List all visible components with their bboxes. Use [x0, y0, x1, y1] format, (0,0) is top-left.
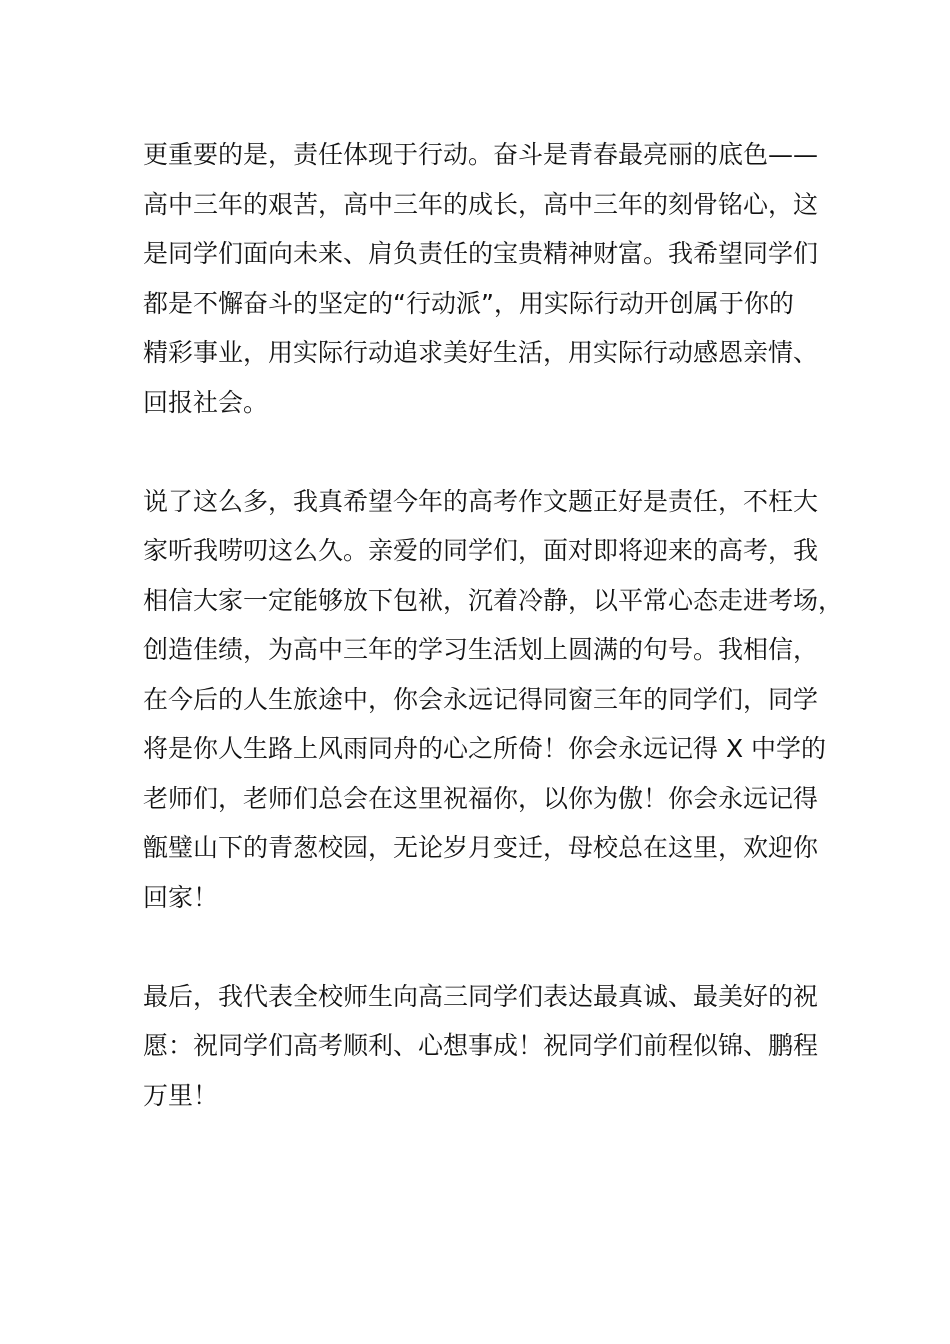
text-line: 最后，我代表全校师生向高三同学们表达最真诚、最美好的祝: [143, 981, 819, 1011]
paragraph-2: [143, 477, 844, 923]
text-line: 精彩事业，用实际行动追求美好生活，用实际行动感恩亲情、: [143, 338, 819, 367]
paragraph-3: [143, 972, 823, 1121]
text-line: 愿：祝同学们高考顺利、心想事成！祝同学们前程似锦、鹏程: [143, 1031, 819, 1060]
text-line: 更重要的是，责任体现于行动。奋斗是青春最亮丽的底色——: [143, 140, 819, 169]
text-line: 是同学们面向未来、肩负责任的宝贵精神财富。我希望同学们: [143, 239, 819, 268]
text-line: 甑璧山下的青葱校园，无论岁月变迁，母校总在这里，欢迎你: [143, 833, 819, 862]
text-line: 家听我唠叨这么久。亲爱的同学们，面对即将迎来的高考，我: [143, 536, 819, 565]
text-line: 回报社会。: [143, 387, 269, 417]
text-line: 高中三年的艰苦，高中三年的成长，高中三年的刻骨铭心，这: [143, 189, 819, 219]
text-line: 创造佳绩，为高中三年的学习生活划上圆满的句号。我相信，: [143, 635, 819, 664]
text-line: 万里！: [143, 1080, 219, 1110]
paragraph-1: [143, 130, 823, 427]
text-line: 将是你人生路上风雨同舟的心之所倚！你会永远记得 X 中学的: [143, 734, 827, 763]
text-line: 说了这么多，我真希望今年的高考作文题正好是责任，不枉大: [143, 486, 819, 516]
text-line: 相信大家一定能够放下包袱，沉着冷静，以平常心态走进考场，: [143, 585, 844, 615]
text-line: 老师们，老师们总会在这里祝福你，以你为傲！你会永远记得: [143, 783, 819, 813]
text-line: 都是不懈奋斗的坚定的“行动派”，用实际行动开创属于你的: [143, 288, 794, 318]
text-line: 在今后的人生旅途中，你会永远记得同窗三年的同学们，同学: [143, 684, 819, 714]
text-line: 回家！: [143, 882, 219, 912]
document-body: [143, 130, 844, 1170]
